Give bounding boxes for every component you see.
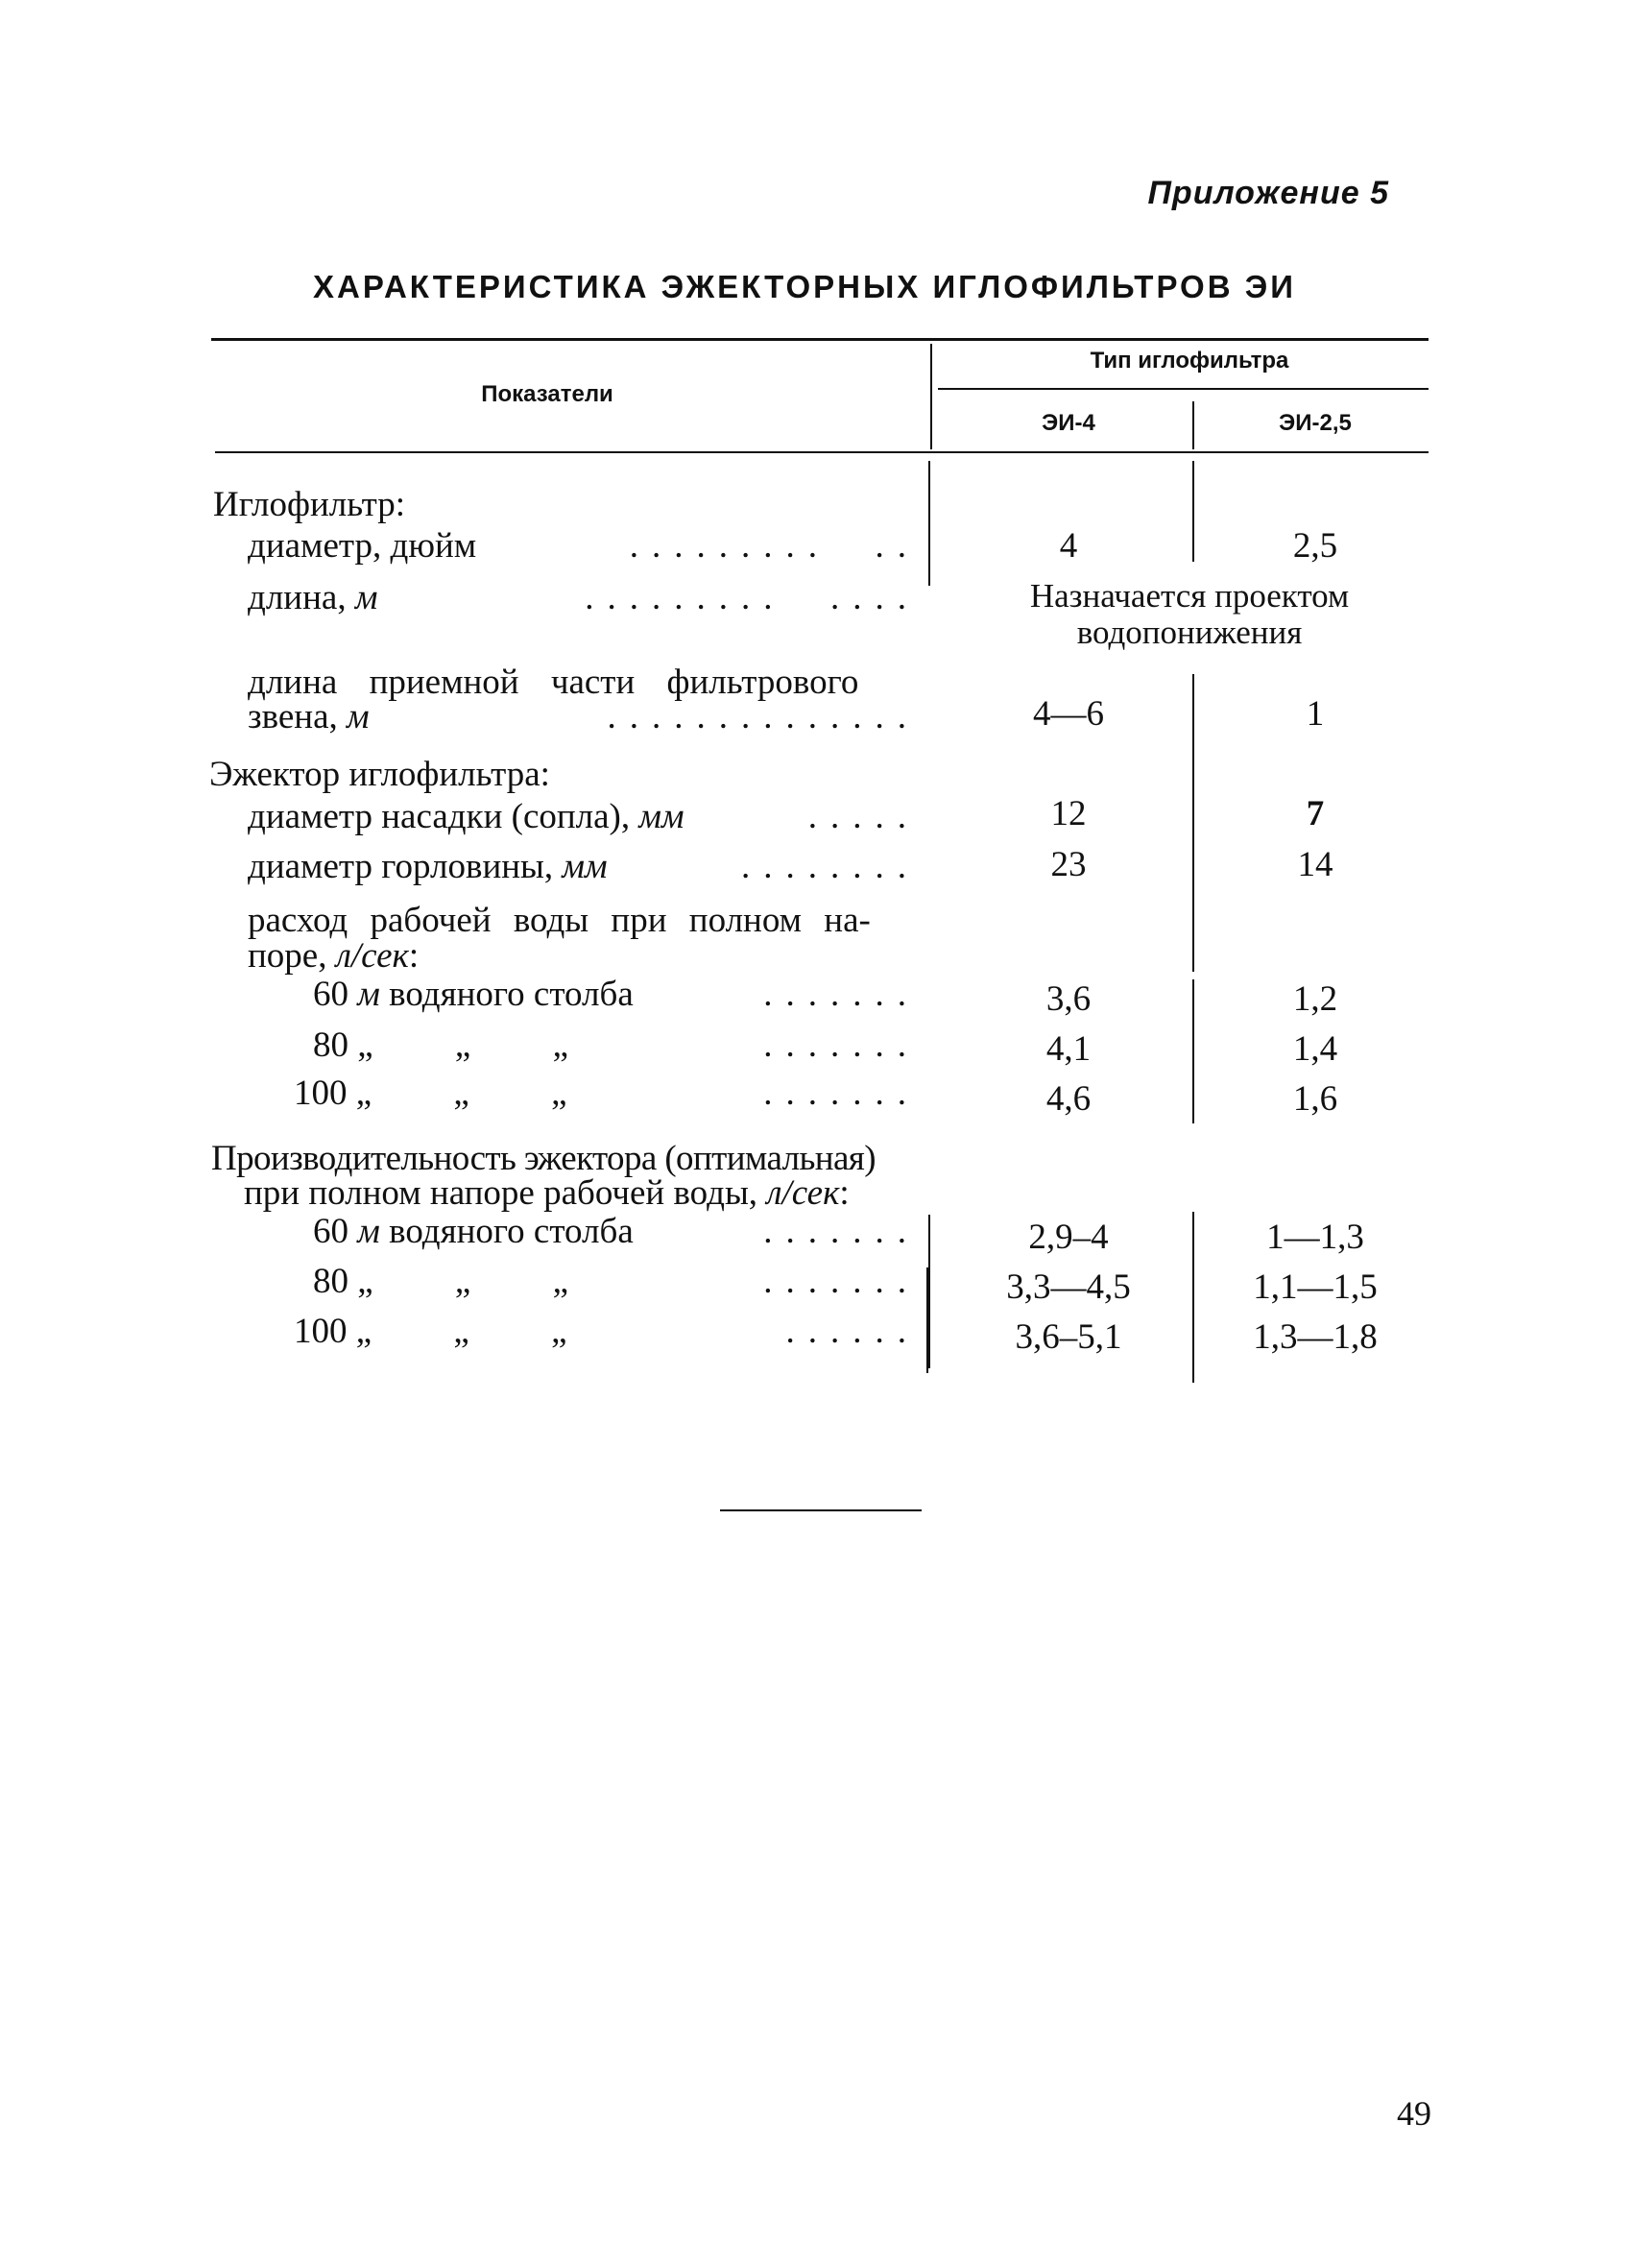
label-text: звена, bbox=[248, 697, 338, 736]
header-col2: ЭИ-2,5 bbox=[1279, 410, 1352, 436]
label-text: диаметр горловины, bbox=[248, 847, 554, 886]
header-type-underline bbox=[938, 388, 1429, 390]
body-divider-1b bbox=[928, 1215, 930, 1368]
value-col1: 23 bbox=[1050, 845, 1087, 884]
body-divider-2d bbox=[1192, 1212, 1194, 1383]
leader-dots: ....... bbox=[763, 1212, 920, 1251]
table-top-rule bbox=[211, 338, 1429, 341]
leader-dots: ........ bbox=[741, 847, 920, 886]
leader-dots: ....... bbox=[763, 1262, 920, 1301]
unit: м bbox=[357, 1212, 380, 1251]
header-type: Тип иглофильтра bbox=[1090, 348, 1289, 374]
unit: м bbox=[354, 578, 378, 617]
leader-dots: ...... bbox=[785, 1312, 920, 1351]
header-indicators: Показатели bbox=[481, 381, 613, 407]
leader-dots: .............. bbox=[607, 697, 920, 736]
label-text: водяного столба bbox=[389, 975, 634, 1014]
value-col2: 2,5 bbox=[1292, 526, 1338, 566]
value-col2: 7 bbox=[1306, 794, 1325, 833]
value-col2: 1,6 bbox=[1292, 1079, 1338, 1119]
row-label-line1: длина приемной части фильтрового bbox=[248, 663, 859, 702]
value-col1: 4—6 bbox=[1033, 694, 1104, 734]
row-label bbox=[313, 1212, 634, 1253]
value-col1: 4,6 bbox=[1045, 1079, 1092, 1119]
ditto-marks: „ „ „ bbox=[355, 1074, 567, 1113]
body-divider-1c bbox=[926, 1267, 928, 1373]
row-label-line2: поре, л/сек: bbox=[248, 936, 420, 976]
leader-dots: ....... bbox=[763, 1074, 920, 1113]
header-col1: ЭИ-4 bbox=[1042, 410, 1095, 436]
row-label bbox=[313, 1025, 568, 1067]
head-value: 60 bbox=[313, 1212, 348, 1251]
unit: л/сек bbox=[335, 936, 409, 976]
section-title-ejector: Эжектор иглофильтра: bbox=[209, 755, 550, 794]
section-title-line1: Производительность эжектора (оптимальная) bbox=[211, 1139, 876, 1178]
ditto-marks: „ „ „ bbox=[355, 1312, 567, 1351]
leader-dots: ......... .... bbox=[585, 578, 920, 617]
unit: м bbox=[357, 975, 380, 1014]
row-label bbox=[248, 578, 377, 619]
value-col2: 1,2 bbox=[1292, 979, 1338, 1019]
row-label-line2 bbox=[248, 697, 370, 738]
label-text: поре, bbox=[248, 936, 327, 976]
value-col1: 3,6–5,1 bbox=[1015, 1317, 1122, 1357]
leader-dots: ....... bbox=[763, 1025, 920, 1065]
page-title: ХАРАКТЕРИСТИКА ЭЖЕКТОРНЫХ ИГЛОФИЛЬТРОВ ЭИ bbox=[313, 269, 1296, 304]
section-title-line2: при полном напоре рабочей воды, л/сек: bbox=[244, 1173, 850, 1213]
value-col2: 1 bbox=[1306, 694, 1325, 734]
value-span-line1: Назначается проектом bbox=[1029, 577, 1350, 615]
head-value: 60 bbox=[313, 975, 348, 1014]
leader-dots: ....... bbox=[763, 975, 920, 1014]
leader-dots: ..... bbox=[807, 797, 920, 836]
head-value: 100 bbox=[294, 1074, 348, 1113]
ditto-marks: „ „ „ bbox=[357, 1025, 569, 1065]
head-value: 80 bbox=[313, 1262, 348, 1301]
label-text: при полном напоре рабочей воды, bbox=[244, 1173, 758, 1213]
row-label: диаметр, дюйм bbox=[248, 526, 477, 566]
body-divider-2b bbox=[1192, 674, 1194, 972]
unit: м bbox=[347, 697, 370, 736]
value-col1: 2,9–4 bbox=[1028, 1218, 1109, 1257]
head-value: 100 bbox=[294, 1312, 348, 1351]
unit: мм bbox=[638, 797, 684, 836]
header-col-divider bbox=[1192, 401, 1194, 449]
label-text: водяного столба bbox=[389, 1212, 634, 1251]
appendix-label: Приложение 5 bbox=[1147, 175, 1389, 211]
ditto-marks: „ „ „ bbox=[357, 1262, 569, 1301]
body-divider-2c bbox=[1192, 979, 1194, 1123]
row-label-line1: расход рабочей воды при полном на- bbox=[248, 901, 871, 940]
value-col1: 3,6 bbox=[1045, 979, 1092, 1019]
value-col1: 4,1 bbox=[1045, 1029, 1092, 1069]
label-text: диаметр насадки (сопла), bbox=[248, 797, 631, 836]
value-col2: 1,1—1,5 bbox=[1253, 1267, 1378, 1307]
value-col2: 1,4 bbox=[1292, 1029, 1338, 1069]
body-divider-1a bbox=[928, 461, 930, 586]
unit: л/сек bbox=[766, 1173, 840, 1213]
row-label bbox=[294, 1312, 567, 1353]
row-label bbox=[294, 1074, 567, 1115]
header-bottom-rule bbox=[215, 451, 1429, 453]
row-label bbox=[248, 847, 608, 888]
leader-dots: ......... .. bbox=[629, 526, 920, 566]
value-col2: 1,3—1,8 bbox=[1253, 1317, 1378, 1357]
row-label bbox=[313, 1262, 568, 1303]
page-number: 49 bbox=[1397, 2094, 1431, 2133]
body-divider-2a bbox=[1192, 461, 1194, 562]
section-title-needle-filter: Иглофильтр: bbox=[213, 485, 406, 524]
end-rule bbox=[720, 1509, 922, 1511]
unit: мм bbox=[562, 847, 608, 886]
value-col1: 3,3—4,5 bbox=[1006, 1267, 1131, 1307]
head-value: 80 bbox=[313, 1025, 348, 1065]
value-col1: 4 bbox=[1059, 526, 1078, 566]
value-col2: 1—1,3 bbox=[1266, 1218, 1364, 1257]
value-col2: 14 bbox=[1297, 845, 1333, 884]
row-label bbox=[248, 797, 684, 838]
value-col1: 12 bbox=[1050, 794, 1087, 833]
row-label bbox=[313, 975, 634, 1016]
label-text: длина, bbox=[248, 578, 347, 617]
header-divider-vertical bbox=[930, 344, 932, 449]
value-span-line2: водопонижения bbox=[1076, 614, 1303, 651]
